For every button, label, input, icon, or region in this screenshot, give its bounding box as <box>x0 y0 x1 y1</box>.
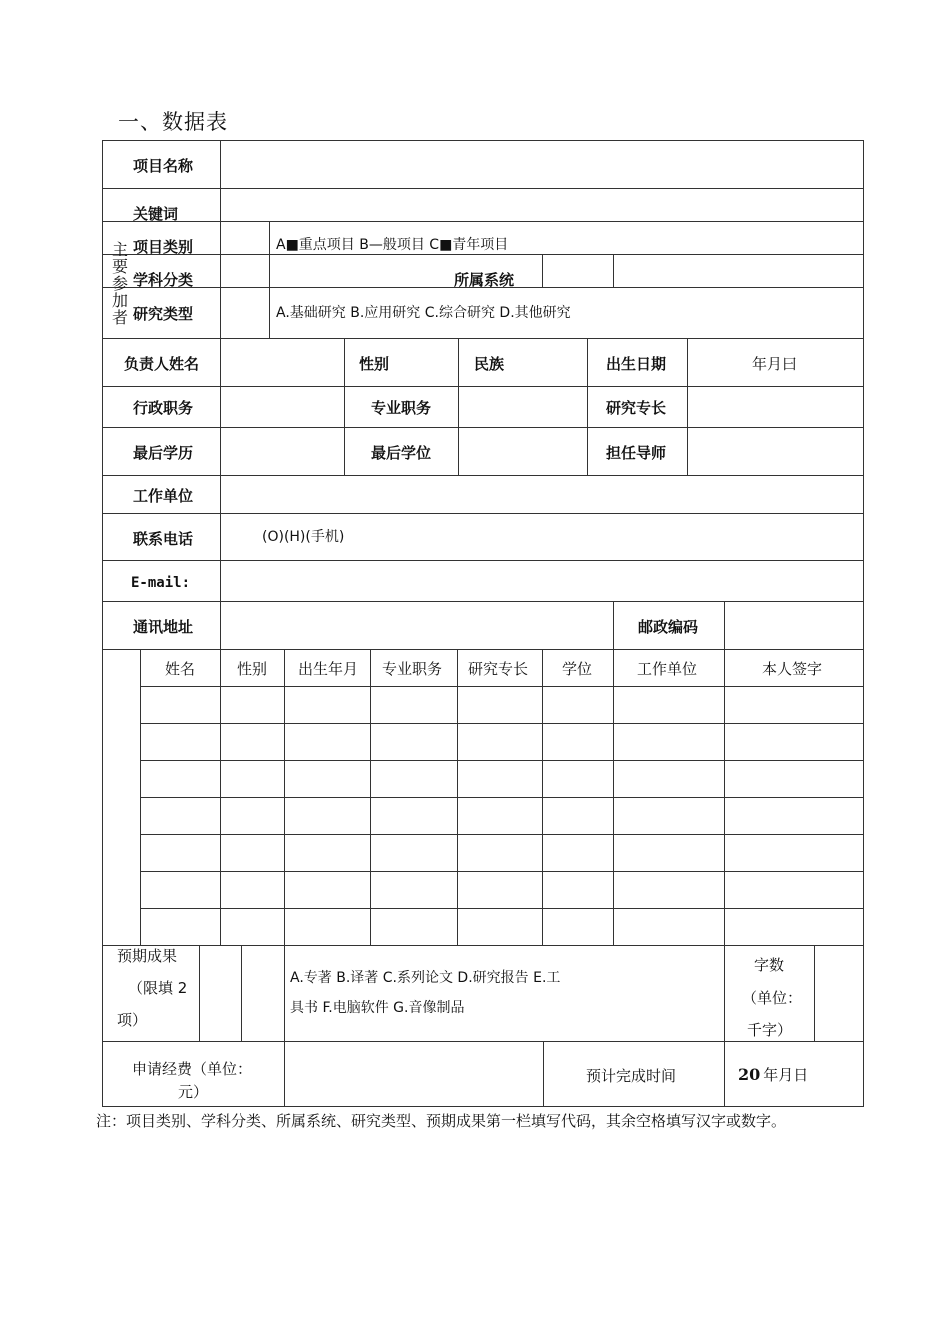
page-title: 一、数据表 <box>118 110 228 134</box>
column-header-birth-month: 出生年月 <box>298 660 359 678</box>
birth-date-field[interactable]: 年月曰 <box>752 355 798 373</box>
column-header-title: 专业职务 <box>382 660 443 678</box>
supervisor-label: 担任导师 <box>606 444 667 462</box>
project-name-label: 项目名称 <box>133 157 194 175</box>
participant-row[interactable] <box>141 909 863 945</box>
column-header-specialty: 研究专长 <box>468 660 529 678</box>
table-border-right <box>863 140 864 1107</box>
outcomes-label-line1: 预期成果 <box>117 947 178 965</box>
participants-section-label: 主 要 参 加 者 <box>111 240 128 327</box>
last-education-field[interactable] <box>221 428 344 475</box>
table-border-left <box>102 140 103 1107</box>
keywords-label: 关键词 <box>133 205 179 223</box>
column-header-name: 姓名 <box>165 660 196 678</box>
participant-row[interactable] <box>141 798 863 834</box>
outcomes-options-line2: 具书 F.电脑软件 G.音像制品 <box>290 1000 465 1016</box>
outcome-code-field-1[interactable] <box>200 946 241 1041</box>
last-degree-label: 最后学位 <box>371 444 432 462</box>
funding-amount-field[interactable] <box>285 1042 543 1106</box>
completion-date-field[interactable]: 20 年月日 <box>738 1065 809 1084</box>
postcode-label: 邮政编码 <box>638 618 699 636</box>
email-field[interactable] <box>221 561 863 601</box>
participant-row[interactable] <box>141 761 863 797</box>
participant-row[interactable] <box>141 687 863 723</box>
address-label: 通讯地址 <box>133 618 194 636</box>
table-border-bottom <box>102 1106 864 1107</box>
research-type-code-field[interactable] <box>221 288 269 338</box>
outcomes-options-line1: A.专著 B.译著 C.系列论文 D.研究报告 E.工 <box>290 970 561 986</box>
admin-position-field[interactable] <box>221 387 344 427</box>
word-count-label-line3: 千字） <box>747 1021 793 1039</box>
project-type-options: A■重点项目 B—般项目 C■青年项目 <box>276 237 509 253</box>
participant-row[interactable] <box>141 872 863 908</box>
data-form-table <box>102 140 864 1107</box>
address-field[interactable] <box>221 602 613 649</box>
project-type-code-field[interactable] <box>221 222 269 254</box>
research-specialty-label: 研究专长 <box>606 399 667 417</box>
word-count-label-line2: （单位： <box>742 989 803 1007</box>
outcomes-label-line3: 项） <box>117 1011 148 1029</box>
word-count-field[interactable] <box>815 946 863 1041</box>
work-unit-field[interactable] <box>221 476 863 513</box>
admin-position-label: 行政职务 <box>133 399 194 417</box>
research-type-options: A.基础研究 B.应用研究 C.综合研究 D.其他研究 <box>276 305 571 321</box>
project-name-field[interactable] <box>221 141 863 188</box>
email-label: E-mail: <box>131 575 191 591</box>
ethnicity-label: 民族 <box>474 355 505 373</box>
professional-title-field[interactable] <box>459 387 587 427</box>
outcomes-label-line2: （限填 2 <box>128 979 188 997</box>
gender-label: 性别 <box>359 355 390 373</box>
research-specialty-field[interactable] <box>688 387 863 427</box>
outcome-code-field-2[interactable] <box>242 946 284 1041</box>
participant-row[interactable] <box>141 835 863 871</box>
birth-date-label: 出生日期 <box>606 355 667 373</box>
column-header-signature: 本人签字 <box>762 660 823 678</box>
keywords-field[interactable] <box>221 189 863 221</box>
word-count-label-line1: 字数 <box>754 956 785 974</box>
postcode-field[interactable] <box>725 602 863 649</box>
column-header-work-unit: 工作单位 <box>637 660 698 678</box>
professional-title-label: 专业职务 <box>371 399 432 417</box>
last-degree-field[interactable] <box>459 428 587 475</box>
project-type-label: 项目类别 <box>133 238 194 256</box>
discipline-label: 学科分类 <box>133 271 194 289</box>
column-header-gender: 性别 <box>237 660 268 678</box>
leader-name-label: 负责人姓名 <box>124 355 200 373</box>
leader-name-field[interactable] <box>221 339 344 386</box>
funding-label-line2: 元） <box>178 1083 209 1101</box>
column-header-degree: 学位 <box>562 660 593 678</box>
work-unit-label: 工作单位 <box>133 487 194 505</box>
system-code-field[interactable] <box>543 255 613 287</box>
supervisor-field[interactable] <box>688 428 863 475</box>
system-label: 所属系统 <box>454 271 515 289</box>
funding-label-line1: 申请经费（单位： <box>132 1060 253 1078</box>
participant-row[interactable] <box>141 724 863 760</box>
phone-label: 联系电话 <box>133 530 194 548</box>
discipline-code-field[interactable] <box>221 255 269 287</box>
research-type-label: 研究类型 <box>133 305 194 323</box>
completion-time-label: 预计完成时间 <box>586 1067 677 1085</box>
footnote: 注：项目类别、学科分类、所属系统、研究类型、预期成果第一栏填写代码，其余空格填写汉字或数字。 <box>96 1112 787 1130</box>
last-education-label: 最后学历 <box>133 444 194 462</box>
phone-field[interactable]: (O)(H)(手机) <box>262 529 345 545</box>
